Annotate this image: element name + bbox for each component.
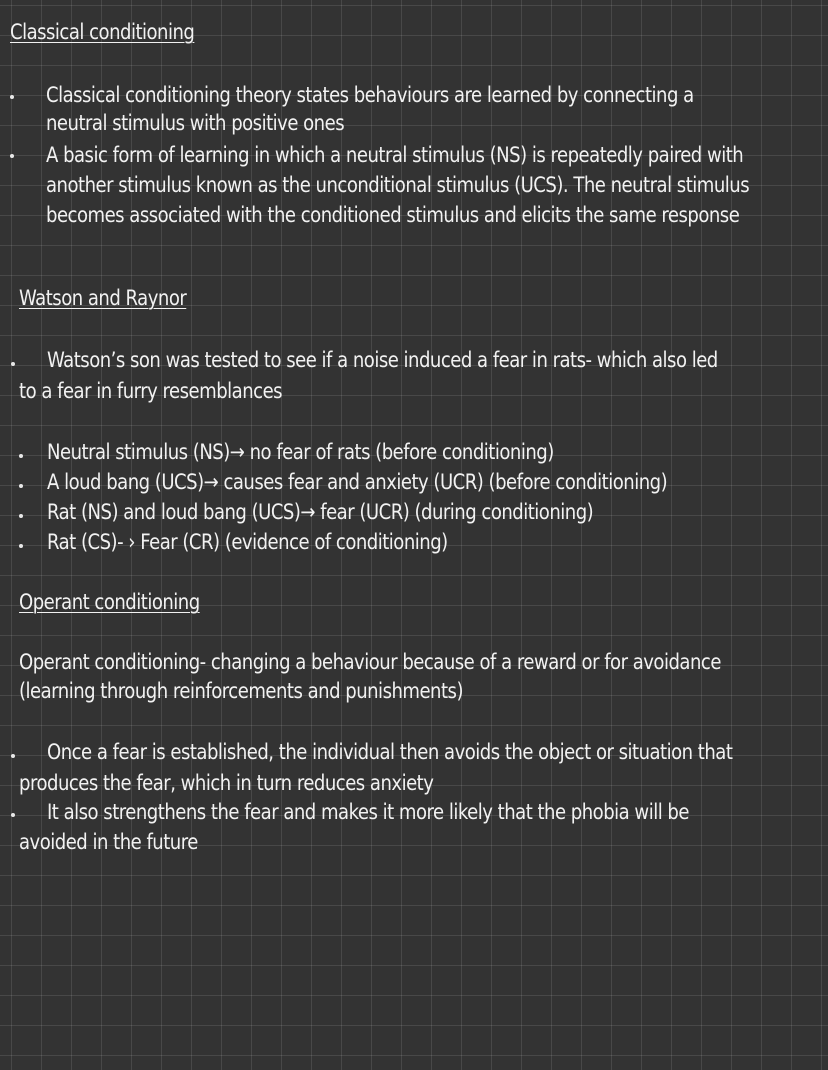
operant-definition-line-1: Operant conditioning- changing a behaviour because of a reward or for avoidance: [19, 650, 721, 674]
watson-intro-line-1: Watson’s son was tested to see if a noise induced a fear in rats- which also led: [47, 348, 718, 372]
operant-bullet-1-line-1: Once a fear is established, the individual then avoids the object or situation that: [47, 740, 733, 764]
classical-bullet-1-line-2: neutral stimulus with positive ones: [46, 111, 345, 135]
heading-classical-conditioning: Classical conditioning: [10, 20, 195, 44]
classical-bullet-2-line-1: A basic form of learning in which a neutral stimulus (NS) is repeatedly paired with: [46, 143, 744, 167]
bullet-icon: [11, 754, 15, 758]
bullet-icon: [11, 362, 15, 366]
watson-step-1: Neutral stimulus (NS)→ no fear of rats (before conditioning): [47, 440, 554, 464]
watson-step-4: Rat (CS)- › Fear (CR) (evidence of conditioning): [47, 530, 448, 554]
classical-bullet-2-line-2: another stimulus known as the unconditional stimulus (UCS). The neutral stimulus: [46, 173, 750, 197]
bullet-icon: [11, 813, 15, 817]
heading-operant-conditioning: Operant conditioning: [19, 590, 200, 614]
watson-step-2: A loud bang (UCS)→ causes fear and anxiety (UCR) (before conditioning): [47, 470, 668, 494]
bullet-icon: [19, 514, 23, 518]
operant-bullet-1-line-2: produces the fear, which in turn reduces anxiety: [19, 771, 434, 795]
operant-bullet-2-line-1: It also strengthens the fear and makes it more likely that the phobia will be: [47, 800, 689, 824]
operant-bullet-2-line-2: avoided in the future: [19, 830, 198, 854]
bullet-icon: [19, 544, 23, 548]
bullet-icon: [10, 154, 14, 158]
bullet-icon: [10, 95, 14, 99]
watson-intro-line-2: to a fear in furry resemblances: [19, 379, 283, 403]
heading-watson-and-raynor: Watson and Raynor: [19, 286, 187, 310]
classical-bullet-2-line-3: becomes associated with the conditioned stimulus and elicits the same response: [46, 203, 740, 227]
operant-definition-line-2: (learning through reinforcements and punishments): [19, 679, 463, 703]
bullet-icon: [19, 484, 23, 488]
watson-step-3: Rat (NS) and loud bang (UCS)→ fear (UCR) (during conditioning): [47, 500, 594, 524]
bullet-icon: [19, 454, 23, 458]
classical-bullet-1-line-1: Classical conditioning theory states behaviours are learned by connecting a: [46, 83, 694, 107]
